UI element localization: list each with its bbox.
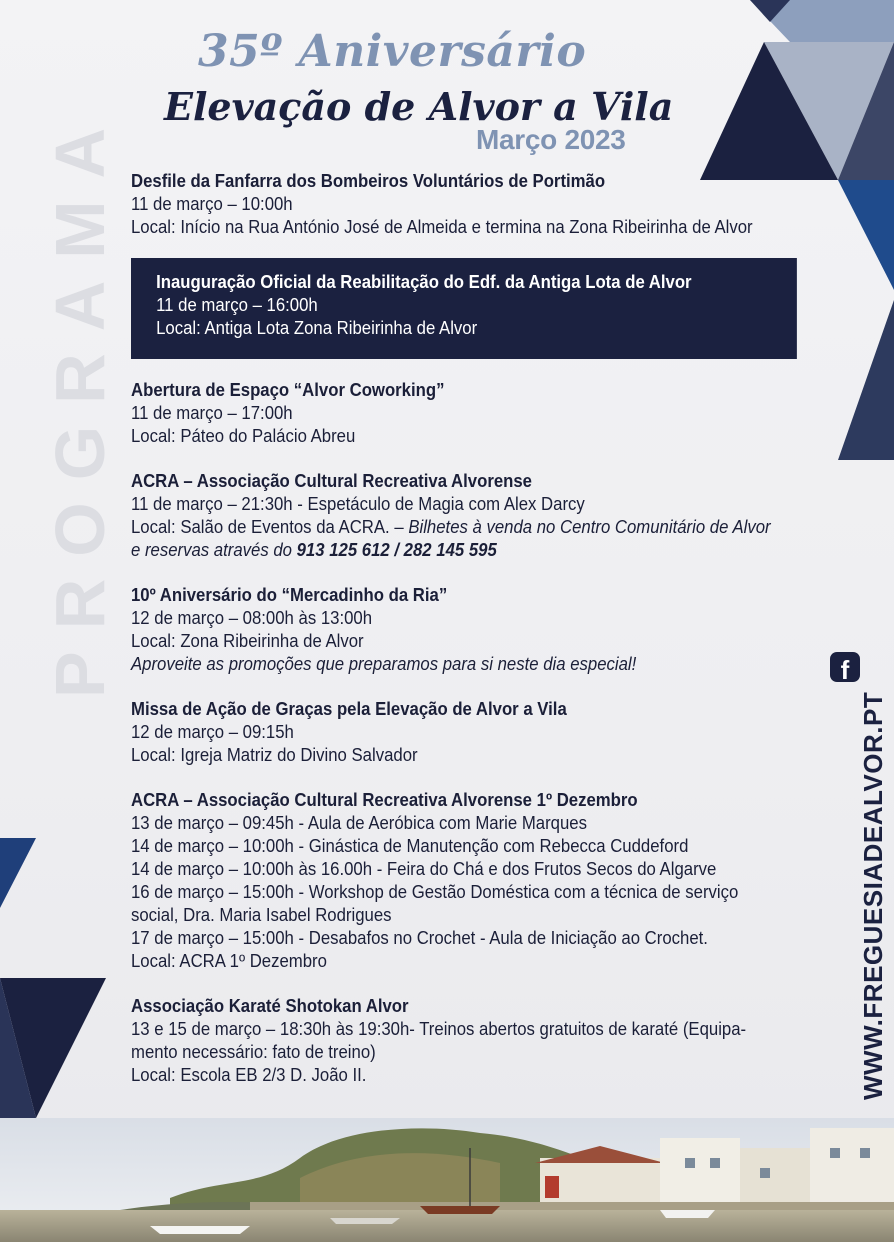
harbor-photo: [0, 1118, 894, 1242]
event-item: [131, 584, 763, 676]
programa-label: PROGRAMA: [41, 105, 119, 698]
event-item: [131, 698, 763, 767]
event-line: Local: Igreja Matriz do Divino Salvador: [131, 745, 418, 765]
event-line: 11 de março – 21:30h - Espetáculo de Magia com Alex Darcy: [131, 494, 585, 514]
reservation-line: [131, 539, 763, 562]
deco-triangle: [0, 838, 36, 908]
reservation-text: e reservas através do: [131, 540, 297, 560]
event-title: Missa de Ação de Graças pela Elevação de Alvor a Vila: [131, 699, 567, 719]
event-line: 12 de março – 08:00h às 13:00h: [131, 608, 373, 628]
event-item: [131, 470, 771, 562]
event-line: 13 de março – 09:45h - Aula de Aeróbica com Marie Marques: [131, 813, 587, 833]
event-line: 17 de março – 15:00h - Desabafos no Crochet - Aula de Iniciação ao Crochet.: [131, 928, 708, 948]
page-subtitle: Elevação de Alvor a Vila: [164, 84, 674, 129]
event-item: [131, 170, 763, 239]
event-item: [131, 379, 763, 448]
event-line: mento necessário: fato de treino): [131, 1042, 376, 1062]
website-link[interactable]: WWW.FREGUESIADEALVOR.PT: [858, 691, 888, 1100]
event-line: 14 de março – 10:00h - Ginástica de Manutenção com Rebecca Cuddeford: [131, 836, 689, 856]
event-line: 16 de março – 15:00h - Workshop de Gestão Doméstica com a técnica de serviço: [131, 882, 739, 902]
ticket-info: Bilhetes à venda no Centro Comunitário de Alvor: [408, 517, 771, 537]
event-line: Local: Zona Ribeirinha de Alvor: [131, 631, 364, 651]
event-title: ACRA – Associação Cultural Recreativa Alvorense 1º Dezembro: [131, 790, 638, 810]
deco-triangle: [838, 180, 894, 290]
location-text: Local: Salão de Eventos da ACRA. –: [131, 517, 409, 537]
event-title: Desfile da Fanfarra dos Bombeiros Voluntários de Portimão: [131, 171, 606, 191]
harbor-illustration: [0, 1118, 894, 1242]
event-line: 14 de março – 10:00h às 16.00h - Feira do Chá e dos Frutos Secos do Algarve: [131, 859, 717, 879]
event-title: Associação Karaté Shotokan Alvor: [131, 996, 409, 1016]
event-line: 11 de março – 16:00h: [156, 295, 318, 315]
event-line: Local: Páteo do Palácio Abreu: [131, 426, 356, 446]
event-line: social, Dra. Maria Isabel Rodrigues: [131, 905, 392, 925]
event-title: Inauguração Oficial da Reabilitação do Edf. da Antiga Lota de Alvor: [156, 272, 692, 292]
deco-triangle: [838, 300, 894, 460]
facebook-icon[interactable]: [830, 652, 860, 682]
event-line: 13 e 15 de março – 18:30h às 19:30h- Treinos abertos gratuitos de karaté (Equipa-: [131, 1019, 747, 1039]
event-line: 11 de março – 10:00h: [131, 194, 293, 214]
event-line: Local: ACRA 1º Dezembro: [131, 951, 327, 971]
event-title: Abertura de Espaço “Alvor Coworking”: [131, 380, 445, 400]
featured-event: [131, 258, 797, 359]
event-line: Local: Antiga Lota Zona Ribeirinha de Alvor: [156, 318, 478, 338]
event-title: 10º Aniversário do “Mercadinho da Ria”: [131, 585, 448, 605]
event-date: Março 2023: [476, 124, 626, 155]
event-line: 11 de março – 17:00h: [131, 403, 293, 423]
facebook-glyph: f: [840, 655, 850, 682]
event-line: Local: Início na Rua António José de Almeida e termina na Zona Ribeirinha de Alvor: [131, 217, 753, 237]
event-line: Local: Escola EB 2/3 D. João II.: [131, 1065, 367, 1085]
event-line: 12 de março – 09:15h: [131, 722, 294, 742]
phone-numbers: 913 125 612 / 282 145 595: [296, 540, 497, 560]
event-list: [131, 170, 771, 1087]
page-title: 35º Aniversário: [198, 26, 587, 77]
event-location: [131, 516, 771, 539]
event-item: [131, 995, 763, 1087]
event-note: Aproveite as promoções que preparamos para si neste dia especial!: [131, 654, 637, 674]
event-title: ACRA – Associação Cultural Recreativa Alvorense: [131, 471, 532, 491]
event-item: [131, 789, 763, 973]
